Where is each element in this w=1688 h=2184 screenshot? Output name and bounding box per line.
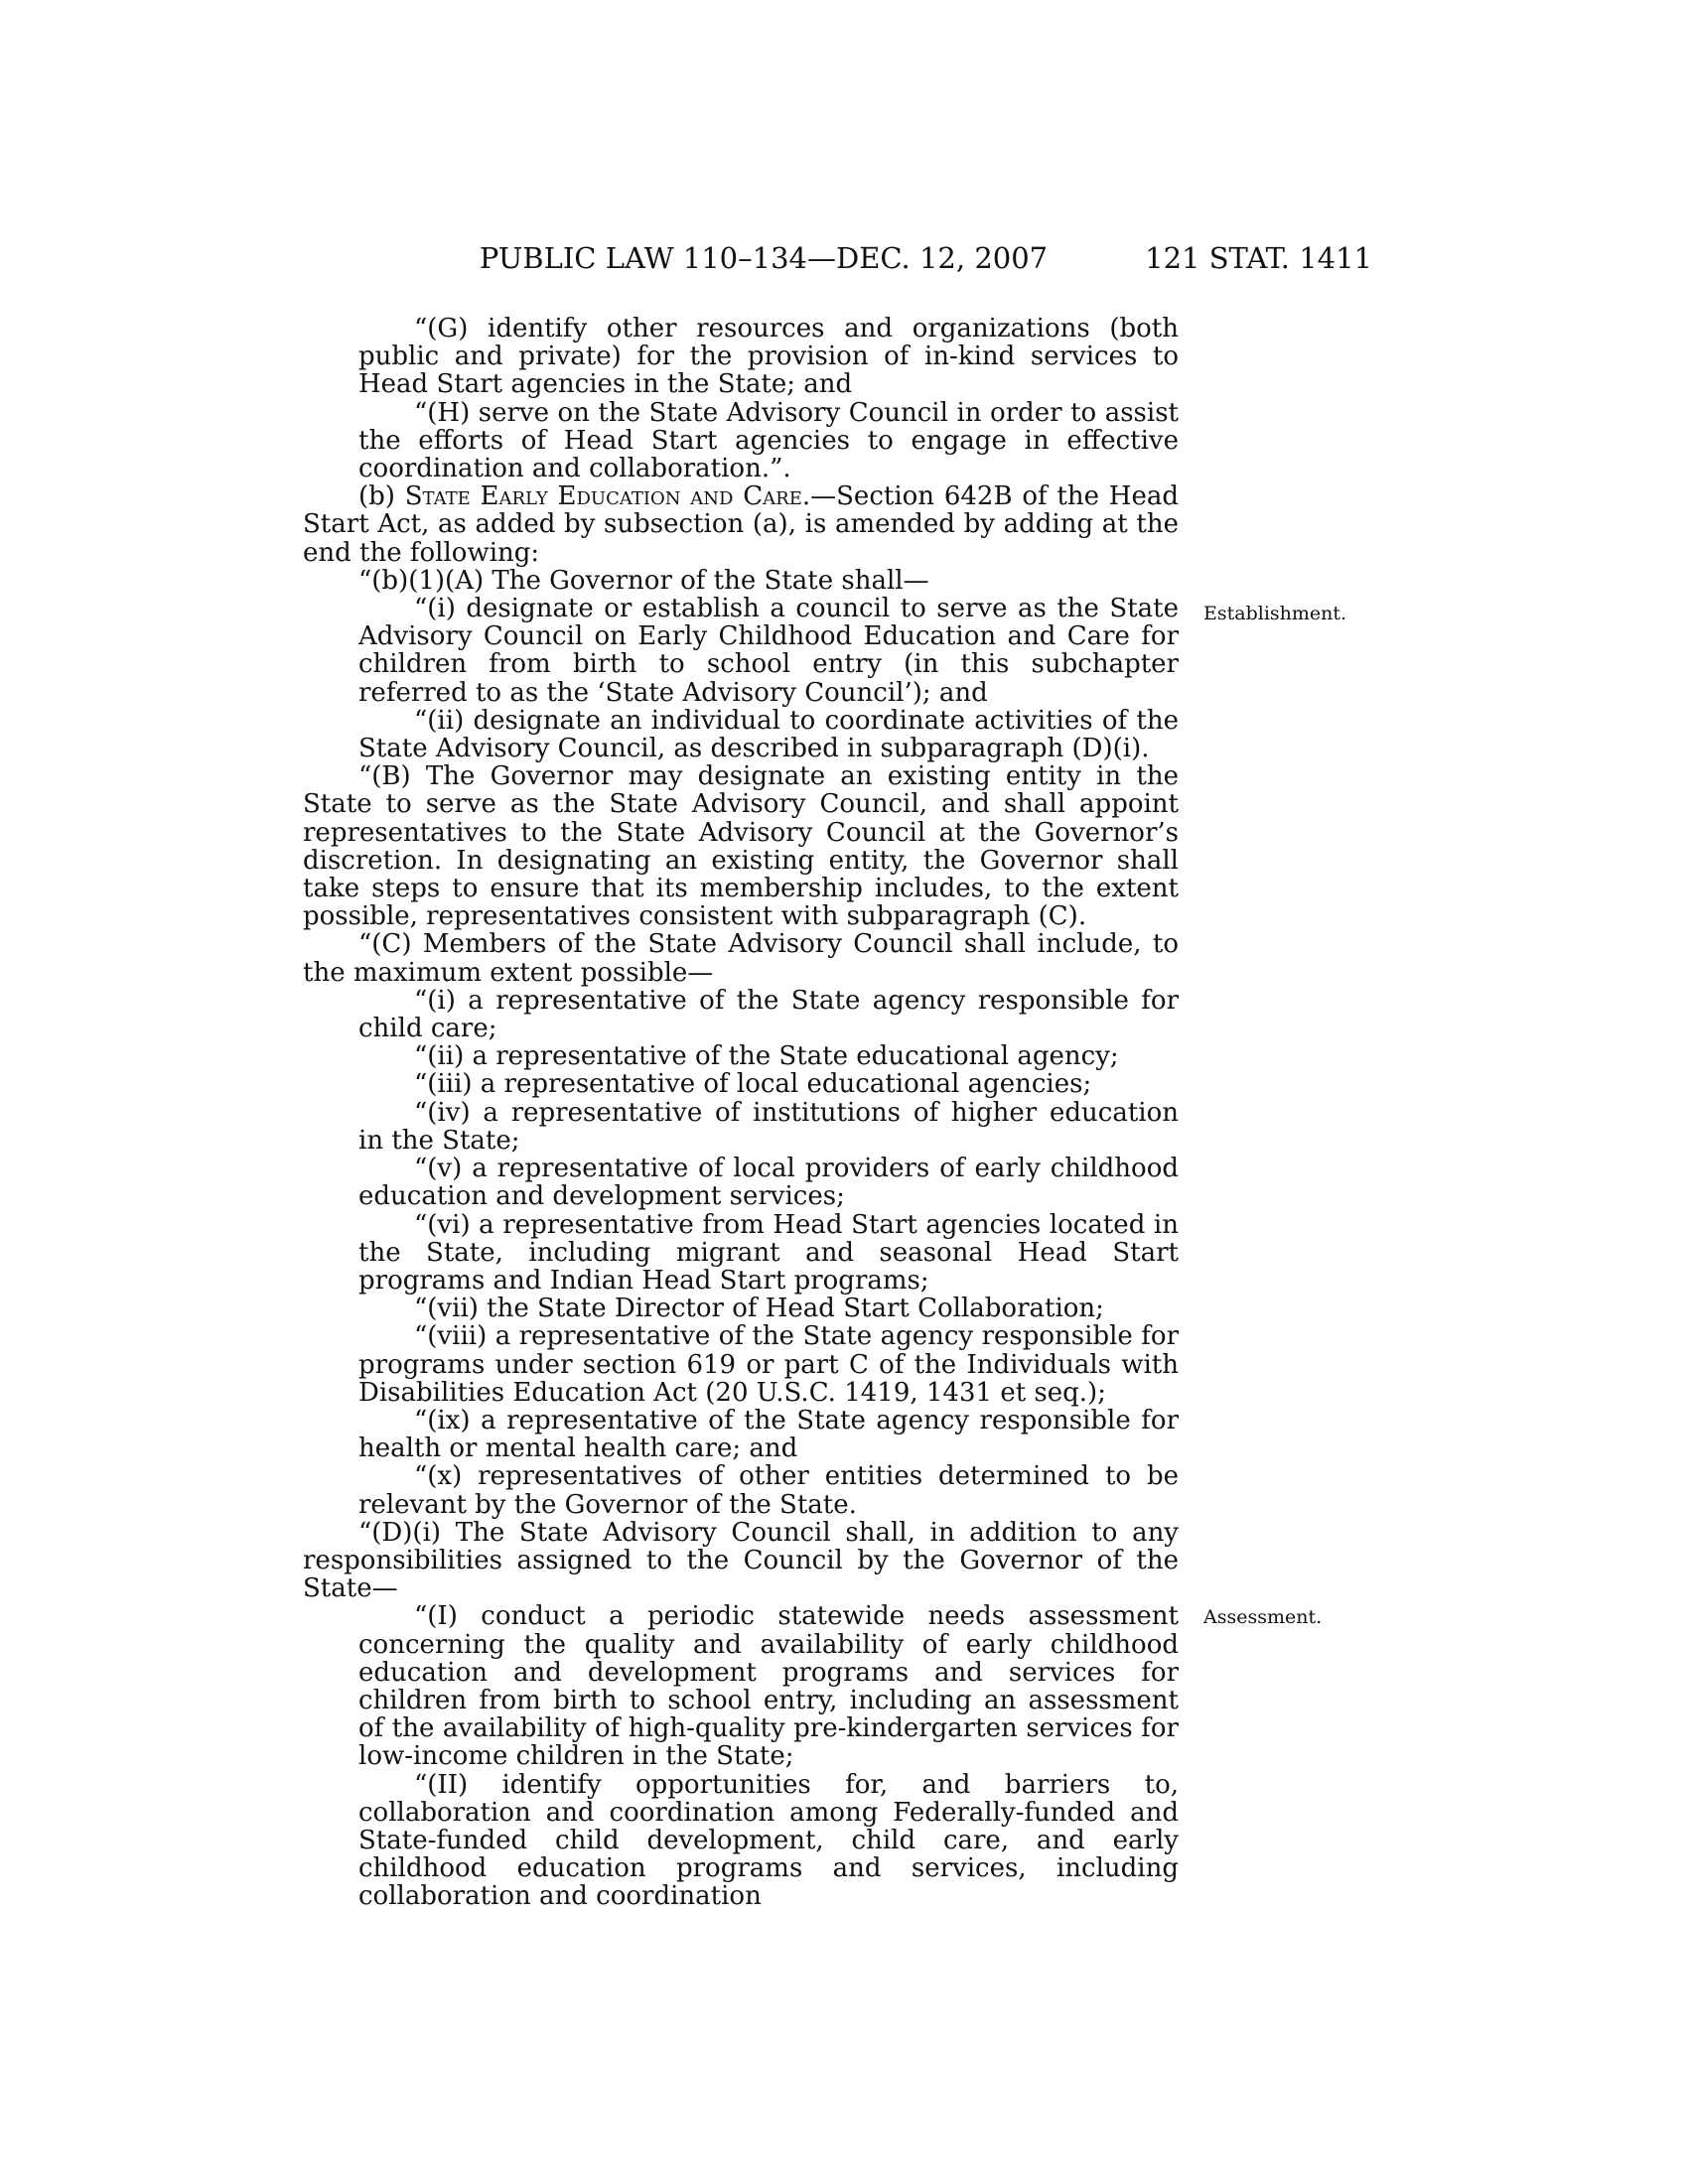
member-clause-iv: “(iv) a representative of institutions of higher education in the State; xyxy=(358,1097,1179,1156)
member-clause-i: “(i) a representative of the State agency responsible for child care; xyxy=(358,985,1179,1044)
margin-note-establishment: Establishment. xyxy=(1203,603,1347,624)
subsection-b-text: —Section 642B of the Head Start Act, as added by subsection (a), is amended by adding at the end the following: xyxy=(303,481,1179,568)
member-clause-v: “(v) a representative of local providers of early childhood education and development services; xyxy=(358,1154,1179,1212)
statute-body xyxy=(303,315,1179,1911)
member-clause-vii: “(vii) the State Director of Head Start Collaboration; xyxy=(414,1294,1104,1324)
public-law-title: PUBLIC LAW 110–134—DEC. 12, 2007 xyxy=(479,241,1049,275)
paragraph-g: “(G) identify other resources and organizations (both public and private) for the provision of in-kind services to Head Start agencies in the State; and xyxy=(358,314,1179,400)
member-clause-iii: “(iii) a representative of local educational agencies; xyxy=(414,1069,1092,1100)
statute-page-number: 121 STAT. 1411 xyxy=(1145,241,1372,275)
member-clause-x: “(x) representatives of other entities determined to be relevant by the Governor of the State. xyxy=(358,1461,1179,1520)
duty-clause-I: “(I) conduct a periodic statewide needs assessment concerning the quality and availability of early childhood education and development programs and services for children from birth to school entry, including an assessment of the availability of high-quality pre-kindergarten services for low-income children in the State; xyxy=(358,1601,1179,1772)
duty-clause-II: “(II) identify opportunities for, and barriers to, collaboration and coordination among Federally-funded and State-funded child development, child care, and early childhood education programs and services, including collaboration and coordination xyxy=(358,1769,1179,1912)
subsection-b xyxy=(303,482,1179,567)
member-clause-vi: “(vi) a representative from Head Start agencies located in the State, including migrant and seasonal Head Start programs and Indian Head Start programs; xyxy=(358,1209,1179,1296)
clause-i-designate-council: “(i) designate or establish a council to serve as the State Advisory Council on Early Childhood Education and Care for children from birth to school entry (in this subchapter referred to as the ‘State Advisory Council’); and xyxy=(358,594,1179,708)
paragraph-b1a: “(b)(1)(A) The Governor of the State shall— xyxy=(358,565,929,596)
subsection-b-heading: State Early Education and Care. xyxy=(404,481,811,512)
subparagraph-d-i: “(D)(i) The State Advisory Council shall, in addition to any responsibilities assigned to the Council by the Governor of the State— xyxy=(303,1517,1179,1604)
margin-note-assessment: Assessment. xyxy=(1203,1606,1323,1628)
subparagraph-b: “(B) The Governor may designate an existing entity in the State to serve as the State Advisory Council, and shall appoint representatives to the State Advisory Council at the Governor’s discretion. In designating an existing entity, the Governor shall take steps to ensure that its membership includes, to the extent possible, representatives consistent with subparagraph (C). xyxy=(303,761,1179,932)
subparagraph-c: “(C) Members of the State Advisory Council shall include, to the maximum extent possible— xyxy=(303,929,1179,988)
member-clause-ix: “(ix) a representative of the State agency responsible for health or mental health care; and xyxy=(358,1405,1179,1464)
member-clause-viii: “(viii) a representative of the State agency responsible for programs under section 619 or part C of the Individuals with Disabilities Education Act (20 U.S.C. 1419, 1431 et seq.); xyxy=(358,1321,1179,1408)
clause-ii-designate-individual: “(ii) designate an individual to coordinate activities of the State Advisory Council, as described in subparagraph (D)(i). xyxy=(358,705,1179,764)
paragraph-h: “(H) serve on the State Advisory Council in order to assist the efforts of Head Start agencies to engage in effective coordination and collaboration.”. xyxy=(358,397,1179,484)
subsection-b-designation: (b) xyxy=(358,481,405,512)
member-clause-ii: “(ii) a representative of the State educational agency; xyxy=(414,1041,1119,1072)
page-header xyxy=(425,238,1372,278)
